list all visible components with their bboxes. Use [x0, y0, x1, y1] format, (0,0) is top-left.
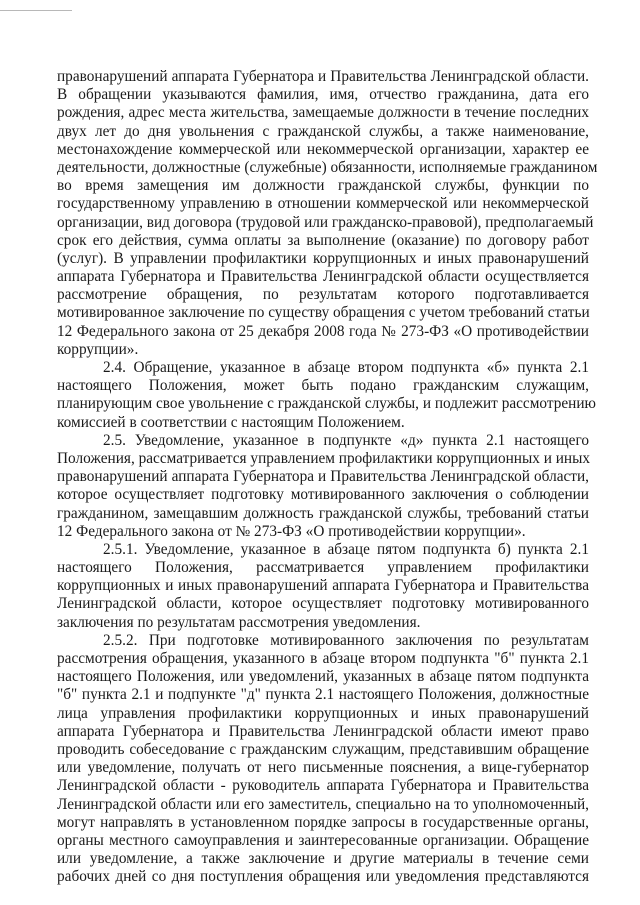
text-line: мотивированное заключение по существу обращения с учетом требований статьи	[57, 304, 590, 322]
paragraph-p-2-5-2	[57, 632, 589, 887]
text-line: проводить собеседование с гражданским служащим, представившим обращение	[57, 740, 589, 758]
text-line: или уведомление, получать от него письменные пояснения, а вице-губернатор	[57, 759, 589, 777]
text-line: государственному управлению в отношении коммерческой или некоммерческой	[57, 195, 589, 213]
text-line: 12 Федерального закона от 25 декабря 2008 года № 273-ФЗ «О противодействии	[57, 322, 589, 340]
scan-edge-mark	[0, 10, 72, 11]
paragraph-p-cont	[57, 68, 598, 359]
text-line: которое осуществляет подготовку мотивированного заключения о соблюдении	[57, 486, 589, 504]
text-line: настоящего Положения, рассматривается управлением профилактики	[57, 559, 589, 577]
text-line: местонахождение коммерческой или некоммерческой организации, характер ее	[57, 140, 589, 158]
text-line: планирующим свое увольнение с гражданской службы, и подлежит рассмотрению	[57, 395, 596, 413]
text-line: Ленинградской области или его заместитель, специально на то уполномоченный,	[57, 795, 589, 813]
paragraph-p-2-4	[57, 359, 596, 432]
text-line: комиссией в соответствии с настоящим Положением.	[57, 413, 405, 431]
text-line: 2.4. Обращение, указанное в абзаце втором подпункта «б» пункта 2.1	[103, 359, 589, 376]
text-line: правонарушений аппарата Губернатора и Правительства Ленинградской области.	[57, 68, 589, 85]
text-line: 2.5. Уведомление, указанное в подпункте «д» пункта 2.1 настоящего	[103, 431, 589, 449]
text-line: (услуг). В управлении профилактики коррупционных и иных правонарушений	[57, 249, 589, 267]
text-line: рабочих дней со дня поступления обращения или уведомления представляются	[57, 868, 589, 886]
text-line: могут направлять в установленном порядке запросы в государственные органы,	[57, 813, 589, 831]
text-line: Ленинградской области - руководитель аппарата Губернатора и Правительства	[57, 777, 589, 795]
text-line: органы местного самоуправления и заинтересованные организации. Обращение	[57, 831, 589, 849]
paragraph-p-2-5-1	[57, 541, 589, 632]
text-line: заключения по результатам рассмотрения уведомления.	[57, 613, 421, 631]
text-line: во время замещения им должности гражданской службы, функции по	[57, 177, 589, 195]
text-line: 2.5.2. При подготовке мотивированного заключения по результатам	[103, 631, 589, 649]
text-line: деятельности, должностные (служебные) обязанности, исполняемые гражданином	[57, 158, 598, 176]
text-line: рассмотрения обращения, указанного в абзаце втором подпункта "б" пункта 2.1	[57, 650, 589, 667]
text-line: аппарата Губернатора и Правительства Ленинградской области осуществляется	[57, 268, 589, 286]
text-line: В обращении указываются фамилия, имя, отчество гражданина, дата его	[57, 86, 589, 104]
text-line: срок его действия, сумма оплаты за выполнение (оказание) по договору работ	[57, 231, 589, 249]
text-line: коррупции».	[57, 340, 139, 358]
text-line: настоящего Положения, или уведомлений, указанных в абзаце пятом подпункта	[57, 668, 589, 686]
text-line: или уведомление, а также заключение и другие материалы в течение семи	[57, 850, 589, 868]
paragraph-p-2-5	[57, 432, 589, 541]
text-line: рассмотрение обращения, по результатам которого подготавливается	[57, 286, 589, 304]
text-line: настоящего Положения, может быть подано гражданским служащим,	[57, 377, 589, 395]
text-line: рождения, адрес места жительства, замещаемые должности в течение последних	[57, 104, 589, 122]
text-line: организации, вид договора (трудовой или гражданско-правовой), предполагаемый	[57, 213, 594, 231]
text-line: коррупционных и иных правонарушений аппарата Губернатора и Правительства	[57, 577, 589, 595]
text-line: 12 Федерального закона от № 273-ФЗ «О противодействии коррупции».	[57, 522, 526, 540]
text-line: Ленинградской области, которое осуществляет подготовку мотивированного	[57, 595, 589, 613]
text-line: двух лет до дня увольнения с гражданской службы, а также наименование,	[57, 122, 589, 140]
text-line: Положения, рассматривается управлением профилактики коррупционных и иных	[57, 449, 591, 467]
text-line: гражданином, замещавшим должность гражданской службы, требований статьи	[57, 504, 589, 522]
text-line: "б" пункта 2.1 и подпункте "д" пункта 2.1 настоящего Положения, должностные	[57, 686, 589, 704]
text-line: аппарата Губернатора и Правительства Ленинградской области имеют право	[57, 722, 589, 740]
text-line: правонарушений аппарата Губернатора и Правительства Ленинградской области,	[57, 468, 589, 486]
document-body	[57, 68, 598, 886]
text-line: 2.5.1. Уведомление, указанное в абзаце пятом подпункта б) пункта 2.1	[103, 540, 589, 558]
text-line: лица управления профилактики коррупционных и иных правонарушений	[57, 704, 589, 722]
